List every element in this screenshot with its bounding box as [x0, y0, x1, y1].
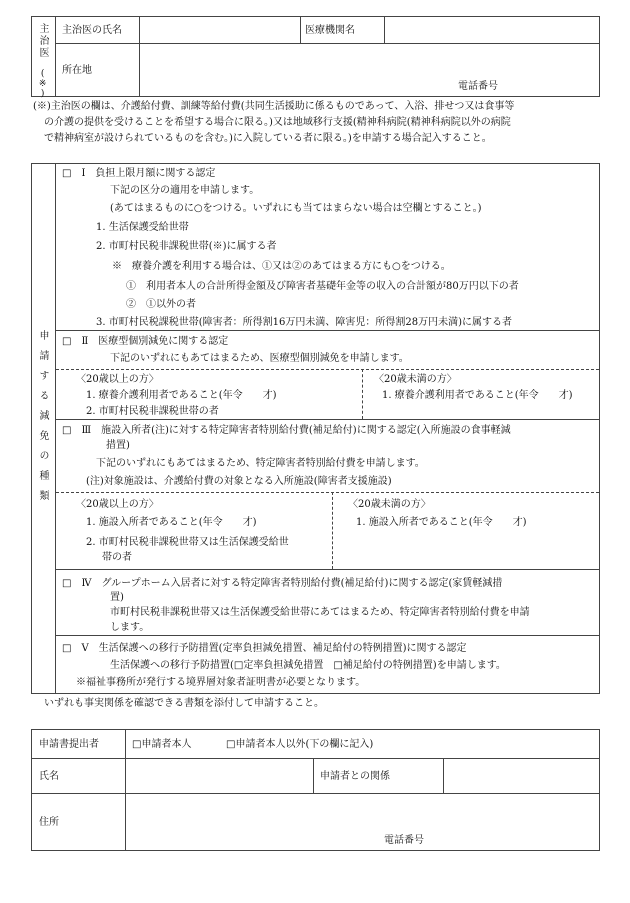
reduction-side-cell — [32, 164, 56, 693]
institution-label: 医療機関名 — [305, 25, 355, 36]
address-label-cell — [56, 44, 140, 96]
section-1-item-2-option-1[interactable]: ① 利用者本人の合計所得金額及び障害者基礎年金等の収入の合計額が80万円以下の者 — [126, 281, 519, 292]
section-3-title-cont: 措置) — [106, 440, 130, 451]
reduction-side-label: 申請する減免の種類 — [37, 330, 48, 510]
section-2-left-item-2[interactable]: 2. 市町村民税非課税世帯の者 — [86, 406, 219, 417]
submitter-name-input[interactable] — [126, 759, 313, 794]
section-2-left-head: 〈20歳以上の方〉 — [76, 374, 159, 385]
submitter-address-input[interactable] — [126, 794, 599, 850]
institution-input[interactable] — [384, 17, 599, 44]
section-3-left-head: 〈20歳以上の方〉 — [76, 499, 159, 510]
submitter-table — [31, 729, 600, 851]
physician-name-label: 主治医の氏名 — [62, 25, 122, 36]
physician-address-input[interactable] — [140, 44, 599, 96]
section-3-divider — [56, 492, 599, 493]
reduction-table — [31, 163, 600, 694]
submitter-option-self[interactable]: □申請者本人 — [132, 739, 192, 750]
section-2 — [56, 330, 599, 419]
section-2-column-divider — [362, 369, 363, 419]
section-3-line-2: (注)対象施設は、介護給付費の対象となる入所施設(障害者支援施設) — [86, 476, 392, 487]
section-1-item-2[interactable]: 2. 市町村民税非課税世帯(※)に属する者 — [96, 241, 277, 252]
submitter-phone-label: 電話番号 — [384, 835, 424, 846]
physician-side-cell — [32, 17, 56, 99]
relation-label-cell — [313, 759, 444, 794]
section-2-right-head: 〈20歳未満の方〉 — [374, 374, 457, 385]
physician-side-mark: (※) — [37, 69, 48, 99]
submitter-name-label-cell — [32, 759, 126, 794]
name-label-cell — [56, 17, 140, 44]
section-4-line-1: 市町村民税非課税世帯又は生活保護受給世帯にあてはまるため、特定障害者特別給付費を申請 — [110, 607, 530, 618]
submitter-option-other[interactable]: □申請者本人以外(下の欄に記入) — [226, 739, 374, 750]
section-1 — [56, 164, 599, 329]
physician-note-line-3: で精神病室が設けられているものを含む。)に入院している者に限る。)を申請する場合記入すること。 — [44, 133, 492, 144]
section-4-line-2: します。 — [110, 622, 150, 633]
physician-address-label: 所在地 — [62, 65, 92, 76]
section-3-title[interactable]: □ Ⅲ 施設入所者(注)に対する特定障害者特別給付費(補足給付)に関する認定(入所施設の食事軽減 — [62, 425, 511, 436]
physician-note-line-2: の介護の提供を受けることを希望する場合に限る。)又は地域移行支援(精神科病院(精神科病院以外の病院 — [44, 117, 511, 128]
section-5 — [56, 635, 599, 694]
submitter-options — [126, 730, 599, 759]
relation-label: 申請者との関係 — [320, 771, 390, 782]
section-3-right-item-1[interactable]: 1. 施設入所者であること(年令 才) — [356, 517, 527, 528]
section-5-title[interactable]: □ Ⅴ 生活保護への移行予防措置(定率負担減免措置、補足給付の特例措置)に関する認定 — [62, 643, 467, 654]
submitter-label-cell — [32, 730, 126, 759]
section-1-line-2: (あてはまるものに○をつける。いずれにも当てはまらない場合は空欄とすること。) — [110, 203, 482, 214]
section-2-line-1: 下記のいずれにもあてはまるため、医療型個別減免を申請します。 — [110, 353, 409, 364]
section-1-item-3[interactable]: 3. 市町村民税課税世帯(障害者：所得割16万円未満、障害児：所得割28万円未満)に属する者 — [96, 317, 512, 328]
physician-side-label: 主治医 — [37, 23, 48, 59]
relation-input[interactable] — [443, 759, 599, 794]
section-2-right-item-1[interactable]: 1. 療養介護利用者であること(年令 才) — [382, 390, 573, 401]
physician-name-input[interactable] — [140, 17, 300, 44]
section-5-line-2: ※福祉事務所が発行する境界層対象者証明書が必要となります。 — [76, 677, 366, 688]
physician-note-line-1: (※)主治医の欄は、介護給付費、訓練等給付費(共同生活援助に係るものであって、入浴、排せつ又は食事等 — [33, 101, 515, 112]
section-2-left-item-1[interactable]: 1. 療養介護利用者であること(年令 才) — [86, 390, 277, 401]
submitter-name-label: 氏名 — [39, 771, 59, 782]
physician-phone-label: 電話番号 — [458, 81, 498, 92]
section-4-title[interactable]: □ Ⅳ グループホーム入居者に対する特定障害者特別給付費(補足給付)に関する認定(家賃軽減措 — [62, 578, 503, 589]
section-1-item-1[interactable]: 1. 生活保護受給世帯 — [96, 222, 189, 233]
section-3-left-item-2[interactable]: 2. 市町村民税非課税世帯又は生活保護受給世 — [86, 537, 289, 548]
section-1-line-1: 下記の区分の適用を申請します。 — [110, 185, 260, 196]
section-5-line-1[interactable]: 生活保護への移行予防措置(□定率負担減免措置 □補足給付の特例措置)を申請します。 — [110, 660, 506, 671]
section-3-left-item-1[interactable]: 1. 施設入所者であること(年令 才) — [86, 517, 257, 528]
section-3 — [56, 419, 599, 569]
submitter-label: 申請書提出者 — [39, 739, 99, 750]
section-3-left-item-2-cont: 帯の者 — [102, 552, 132, 563]
section-3-column-divider — [332, 492, 333, 569]
section-1-item-2-option-2[interactable]: ② ①以外の者 — [126, 299, 196, 310]
section-1-title[interactable]: □ Ⅰ 負担上限月額に関する認定 — [62, 168, 216, 179]
inst-label-cell — [300, 17, 385, 44]
section-2-divider — [56, 369, 599, 370]
physician-table — [31, 16, 600, 97]
section-3-right-head: 〈20歳未満の方〉 — [348, 499, 431, 510]
section-2-title[interactable]: □ Ⅱ 医療型個別減免に関する認定 — [62, 336, 229, 347]
attach-note: いずれも事実関係を確認できる書類を添付して申請すること。 — [44, 698, 324, 709]
submitter-address-label-cell — [32, 794, 126, 850]
submitter-address-label: 住所 — [39, 817, 59, 828]
section-1-item-2-note: ※ 療養介護を利用する場合は、①又は②のあてはまる方にも○をつける。 — [112, 261, 451, 272]
section-4-title-cont: 置) — [110, 592, 124, 603]
section-3-line-1: 下記のいずれにもあてはまるため、特定障害者特別給付費を申請します。 — [96, 458, 425, 469]
section-4 — [56, 569, 599, 635]
